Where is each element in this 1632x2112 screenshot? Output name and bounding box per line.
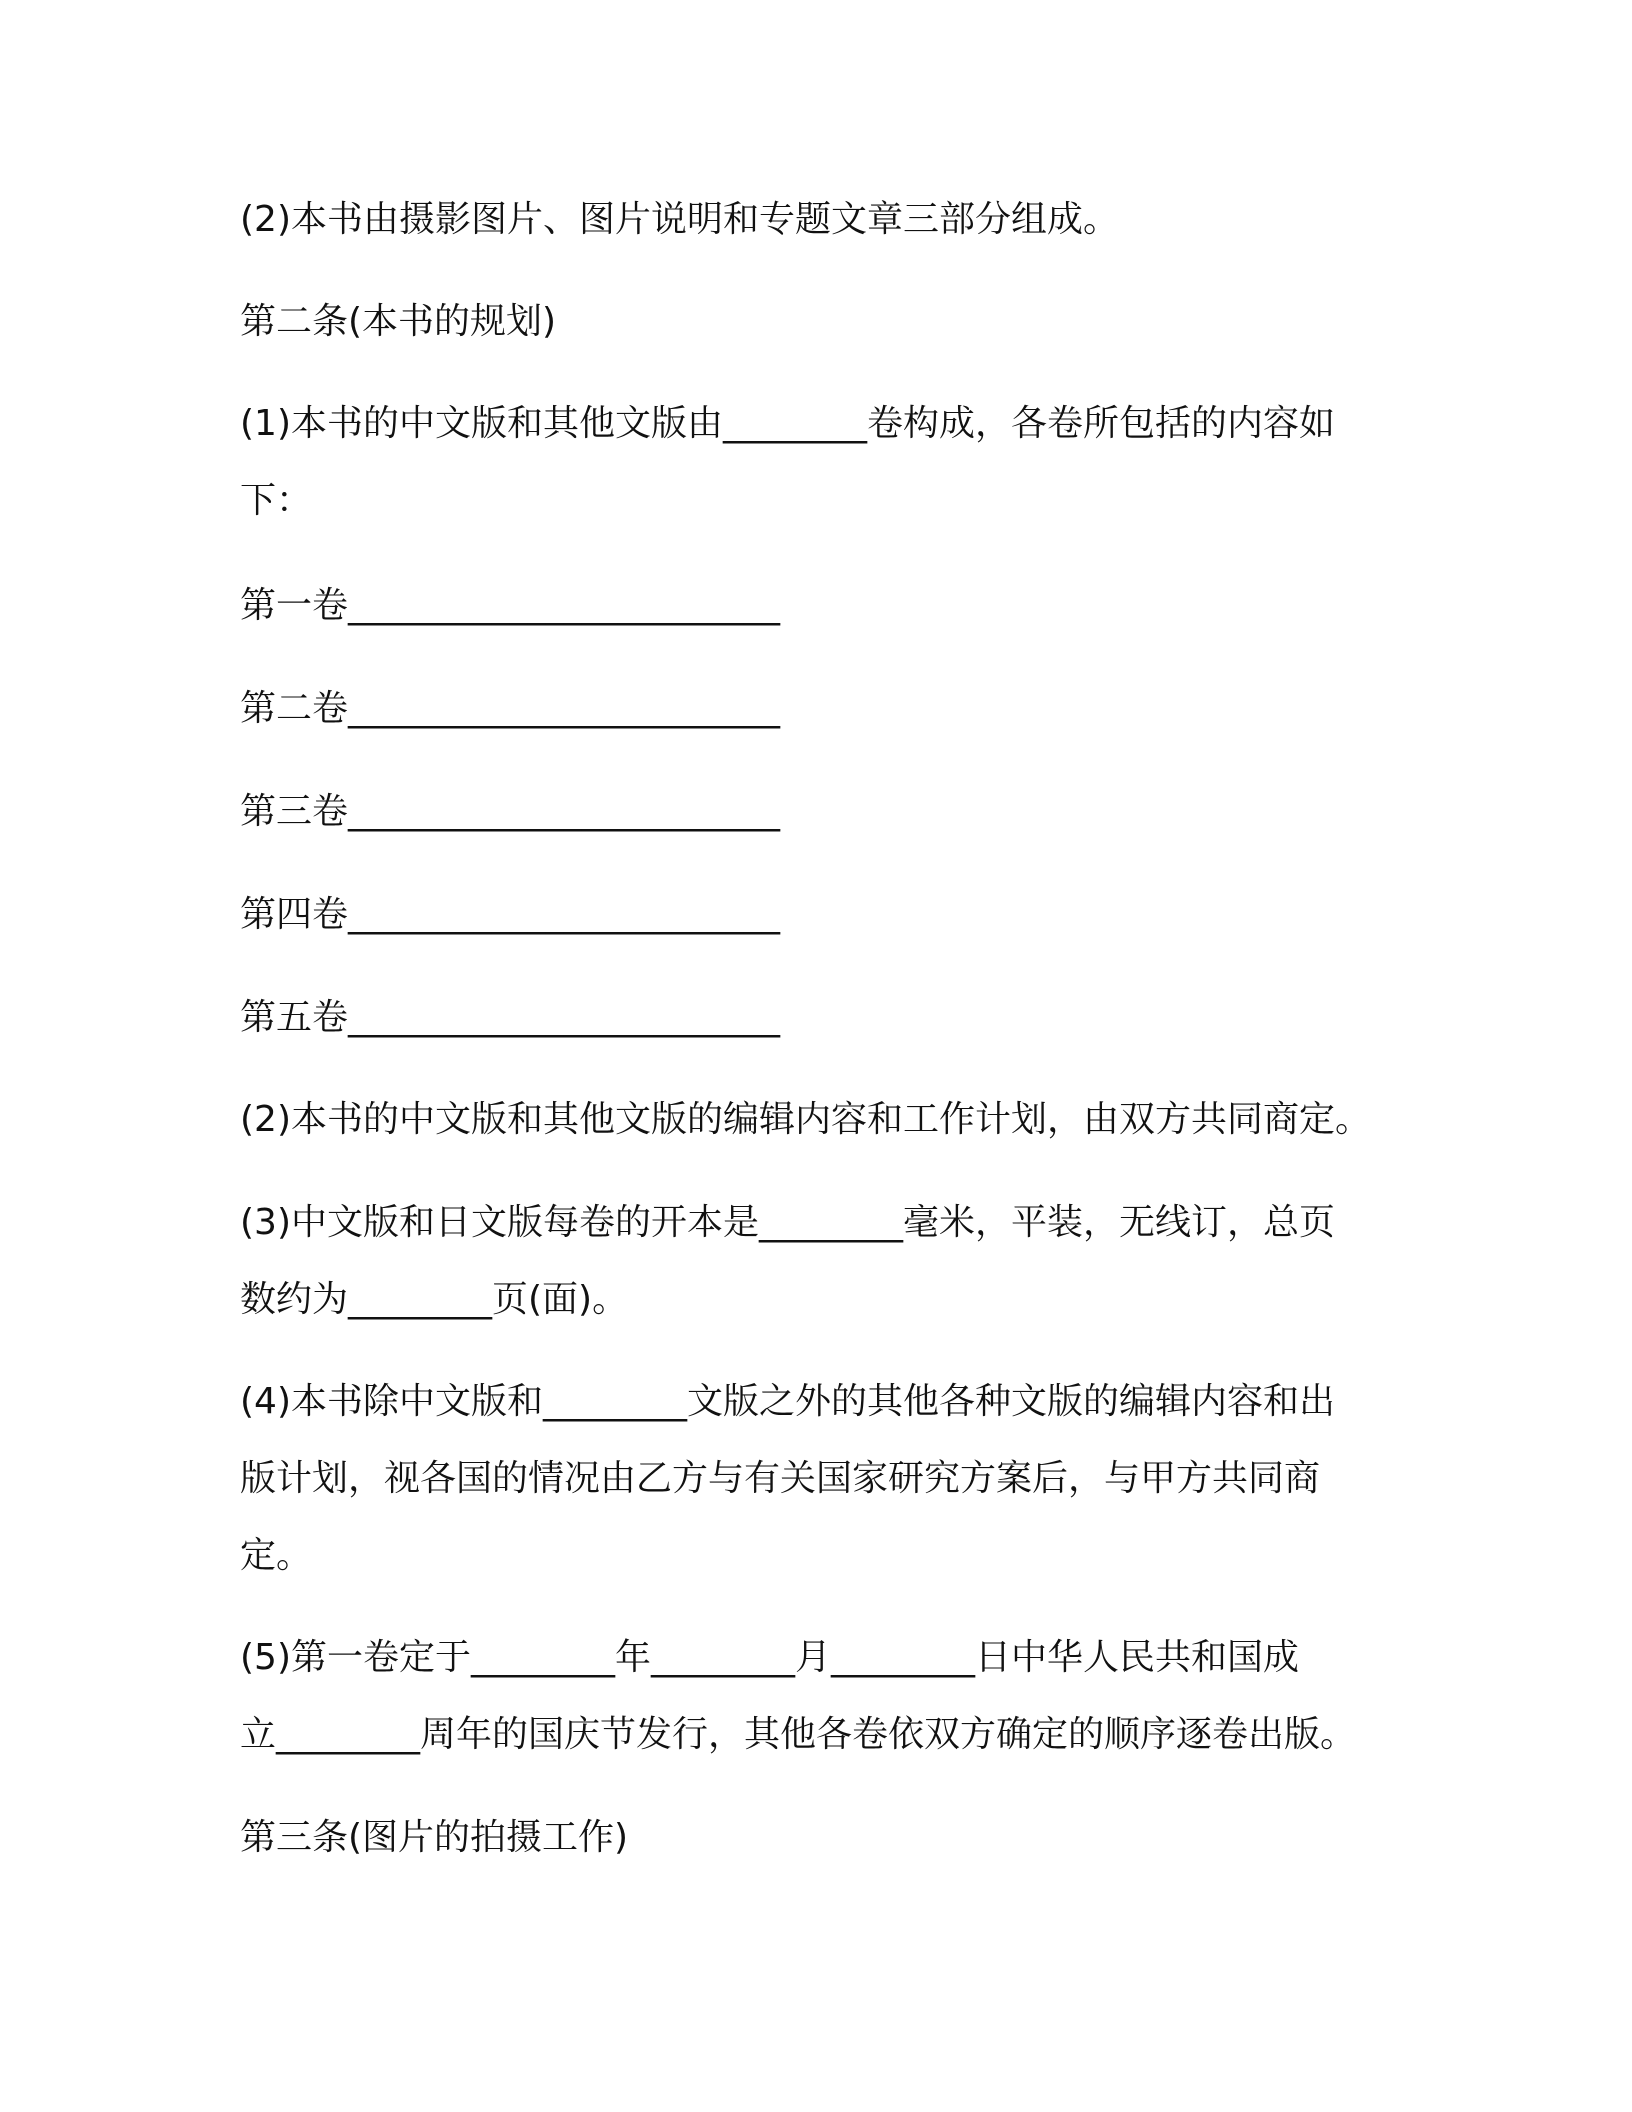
paragraph-1-volumes-line1: (1)本书的中文版和其他文版由________卷构成，各卷所包括的内容如	[240, 403, 1335, 444]
paragraph-4-other-editions-line3: 定。	[240, 1535, 313, 1576]
volume-5-line: 第五卷________________________	[240, 997, 781, 1038]
paragraph-2-editing-plan: (2)本书的中文版和其他文版的编辑内容和工作计划，由双方共同商定。	[240, 1099, 1371, 1140]
article-3-heading: 第三条(图片的拍摄工作)	[240, 1817, 629, 1858]
volume-1-line: 第一卷________________________	[240, 585, 781, 626]
paragraph-5-release-line2: 立________周年的国庆节发行，其他各卷依双方确定的顺序逐卷出版。	[240, 1714, 1357, 1755]
paragraph-2-composition: (2)本书由摄影图片、图片说明和专题文章三部分组成。	[240, 199, 1119, 240]
volume-2-line: 第二卷________________________	[240, 688, 781, 729]
article-2-heading: 第二条(本书的规划)	[240, 301, 557, 342]
volume-3-line: 第三卷________________________	[240, 791, 781, 832]
paragraph-4-other-editions-line2: 版计划，视各国的情况由乙方与有关国家研究方案后，与甲方共同商	[240, 1458, 1321, 1499]
paragraph-4-other-editions-line1: (4)本书除中文版和________文版之外的其他各种文版的编辑内容和出	[240, 1381, 1335, 1422]
volume-4-line: 第四卷________________________	[240, 894, 781, 935]
paragraph-1-volumes-line2: 下：	[240, 480, 313, 521]
paragraph-3-format-line1: (3)中文版和日文版每卷的开本是________毫米，平装，无线订，总页	[240, 1202, 1335, 1243]
paragraph-3-format-line2: 数约为________页(面)。	[240, 1279, 629, 1320]
paragraph-5-release-line1: (5)第一卷定于________年________月________日中华人民共和国成	[240, 1637, 1299, 1678]
